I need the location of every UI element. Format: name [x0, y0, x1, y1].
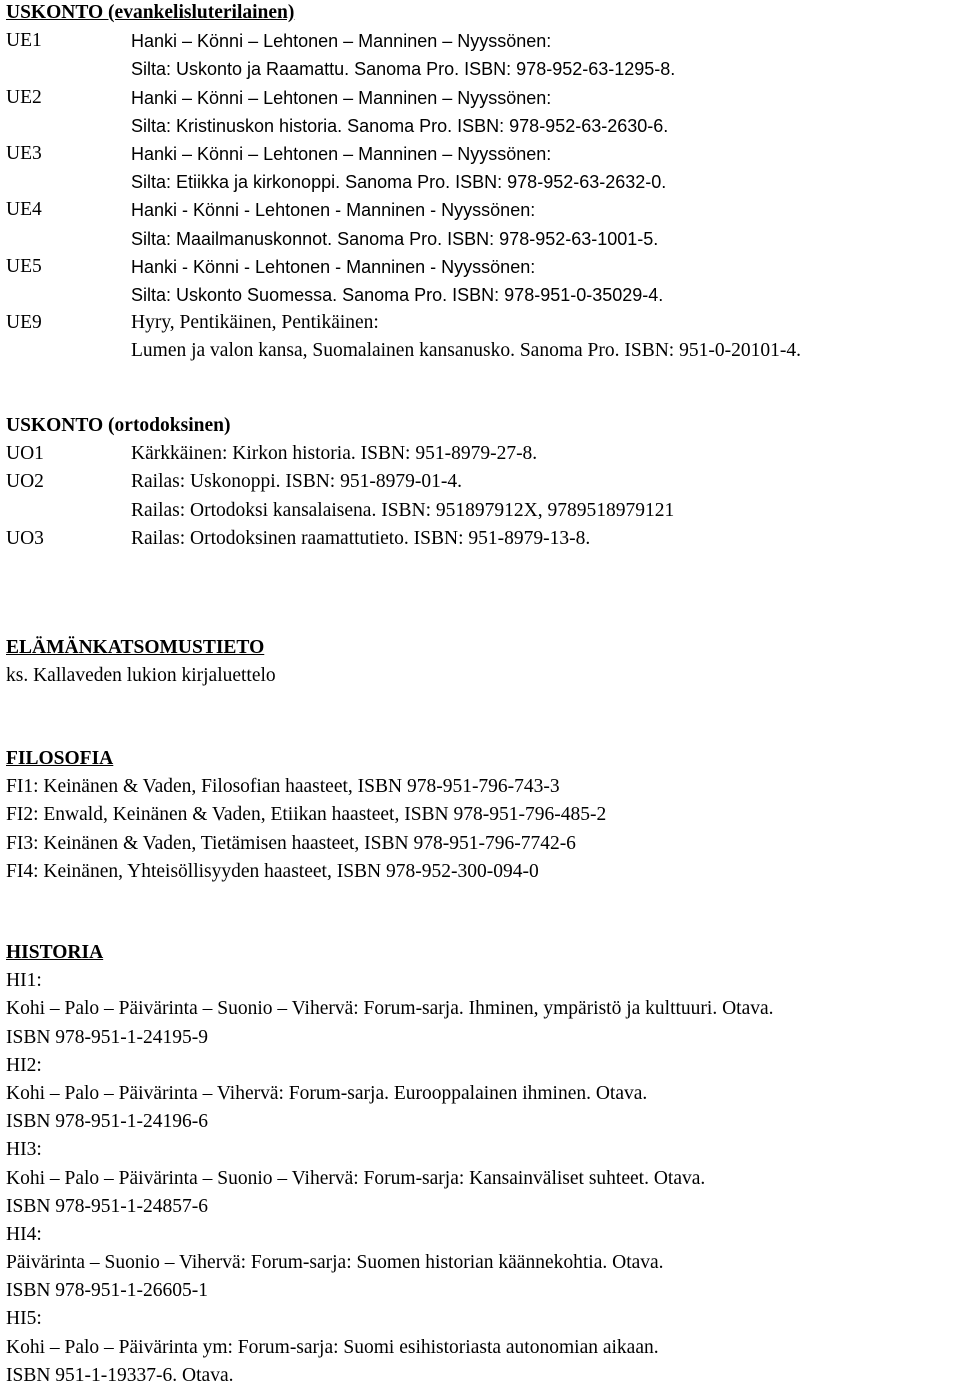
course-entry-uo2 [6, 468, 956, 496]
course-entry-ue1 [6, 27, 956, 83]
section-heading: USKONTO (ortodoksinen) [6, 415, 231, 436]
course-isbn: ISBN 978-951-1-24195-9 [6, 1026, 209, 1048]
course-isbn: ISBN 978-951-1-26605-1 [6, 1280, 209, 1302]
course-code: UO3 [6, 527, 44, 549]
section-heading: HISTORIA [6, 942, 104, 963]
course-book: Kärkkäinen: Kirkon historia. ISBN: 951-8979-27-8. [131, 443, 538, 465]
course-entry-uo3 [6, 525, 956, 553]
course-entry-uo2-extra [6, 497, 956, 525]
course-entry-uo1 [6, 440, 956, 468]
course-book: Railas: Ortodoksi kansalaisena. ISBN: 951897912X, 9789518979121 [131, 499, 675, 521]
course-book: Silta: Kristinuskon historia. Sanoma Pro. ISBN: 978-952-63-2630-6. [131, 115, 669, 136]
course-code: UE3 [6, 142, 42, 164]
course-entry-hi3 [6, 1136, 956, 1221]
course-authors: Hanki - Könni - Lehtonen - Manninen - Nyyssönen: [131, 200, 536, 221]
course-authors: Hanki – Könni – Lehtonen – Manninen – Nyyssönen: [131, 143, 552, 164]
course-book: Kohi – Palo – Päivärinta – Vihervä: Forum-sarja. Eurooppalainen ihminen. Otava. [6, 1082, 648, 1104]
course-book: Silta: Uskonto Suomessa. Sanoma Pro. ISBN: 978-951-0-35029-4. [131, 284, 664, 305]
course-book: Kohi – Palo – Päivärinta ym: Forum-sarja: Suomi esihistoriasta autonomian aikaan. [6, 1336, 659, 1358]
course-code: UO2 [6, 471, 44, 493]
course-entry-ue4 [6, 196, 956, 252]
course-code: UE1 [6, 30, 42, 52]
course-code: UE4 [6, 199, 42, 221]
course-entry-hi1 [6, 967, 956, 1052]
course-book: Railas: Uskonoppi. ISBN: 951-8979-01-4. [131, 471, 462, 493]
course-entry-ue3 [6, 140, 956, 196]
section-filosofia [6, 745, 956, 886]
course-book: Päivärinta – Suonio – Vihervä: Forum-sarja: Suomen historian käännekohtia. Otava. [6, 1252, 664, 1274]
course-isbn: ISBN 978-951-1-24196-6 [6, 1111, 209, 1133]
section-note: ks. Kallaveden lukion kirjaluettelo [6, 665, 276, 687]
course-entry-hi4 [6, 1221, 956, 1306]
course-book: Kohi – Palo – Päivärinta – Suonio – Vihervä: Forum-sarja: Kansainväliset suhteet. Otava. [6, 1167, 706, 1189]
course-code: UE5 [6, 255, 42, 277]
section-elamankatsomustieto [6, 634, 956, 690]
course-code: UE2 [6, 86, 42, 108]
course-entry-ue2 [6, 84, 956, 140]
course-entry-hi5 [6, 1305, 956, 1390]
course-entry-fi3: FI3: Keinänen & Vaden, Tietämisen haasteet, ISBN 978-951-796-7742-6 [6, 832, 576, 854]
course-code: HI4: [6, 1223, 42, 1245]
course-isbn: ISBN 978-951-1-24857-6 [6, 1195, 209, 1217]
course-entry-hi2 [6, 1052, 956, 1137]
course-book: Silta: Maailmanuskonnot. Sanoma Pro. ISBN: 978-952-63-1001-5. [131, 228, 659, 249]
course-book: Silta: Etiikka ja kirkonoppi. Sanoma Pro. ISBN: 978-952-63-2632-0. [131, 172, 667, 193]
course-code: UO1 [6, 443, 44, 465]
section-heading: FILOSOFIA [6, 748, 114, 769]
course-book: Silta: Uskonto ja Raamattu. Sanoma Pro. ISBN: 978-952-63-1295-8. [131, 59, 676, 80]
section-heading: USKONTO (evankelisluterilainen) [6, 2, 295, 23]
section-historia [6, 939, 956, 1390]
course-code: HI3: [6, 1139, 42, 1161]
course-code: HI1: [6, 970, 42, 992]
course-entry-fi4: FI4: Keinänen, Yhteisöllisyyden haasteet, ISBN 978-952-300-094-0 [6, 860, 539, 882]
course-isbn: ISBN 951-1-19337-6. Otava. [6, 1364, 234, 1386]
course-book: Lumen ja valon kansa, Suomalainen kansanusko. Sanoma Pro. ISBN: 951-0-20101-4. [131, 340, 801, 362]
course-authors: Hanki – Könni – Lehtonen – Manninen – Nyyssönen: [131, 31, 552, 52]
course-entry-ue9 [6, 309, 956, 365]
course-book: Kohi – Palo – Päivärinta – Suonio – Vihervä: Forum-sarja. Ihminen, ympäristö ja kulttuuri. Otava. [6, 998, 774, 1020]
section-uskonto-ortodoksinen [6, 412, 956, 553]
course-code: HI2: [6, 1054, 42, 1076]
course-entry-fi1: FI1: Keinänen & Vaden, Filosofian haasteet, ISBN 978-951-796-743-3 [6, 776, 560, 798]
course-code: UE9 [6, 312, 42, 334]
course-authors: Hanki - Könni - Lehtonen - Manninen - Nyyssönen: [131, 256, 536, 277]
course-authors: Hyry, Pentikäinen, Pentikäinen: [131, 312, 379, 334]
section-heading: ELÄMÄNKATSOMUSTIETO [6, 637, 265, 658]
course-code: HI5: [6, 1308, 42, 1330]
course-authors: Hanki – Könni – Lehtonen – Manninen – Nyyssönen: [131, 87, 552, 108]
course-book: Railas: Ortodoksinen raamattutieto. ISBN: 951-8979-13-8. [131, 527, 591, 549]
course-entry-ue5 [6, 253, 956, 309]
section-uskonto-evankelisluterilainen [6, 0, 956, 365]
course-entry-fi2: FI2: Enwald, Keinänen & Vaden, Etiikan haasteet, ISBN 978-951-796-485-2 [6, 804, 607, 826]
